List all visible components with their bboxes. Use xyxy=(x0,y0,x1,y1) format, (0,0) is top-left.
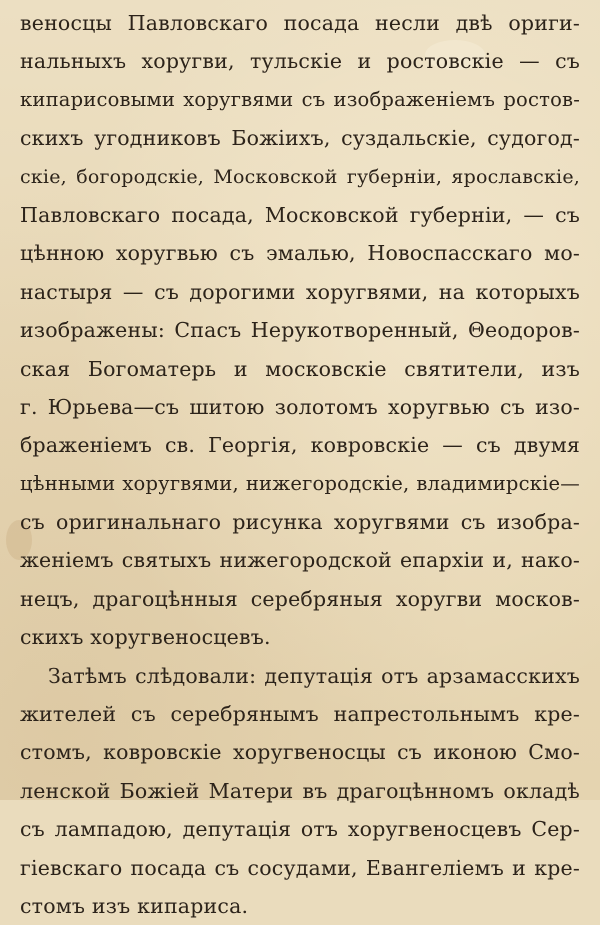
text-line: Павловскаго посада, Московской губерніи, — съ xyxy=(20,202,580,227)
text-line: цѣнными хоругвями, нижегородскіе, владимирскіе— xyxy=(20,471,580,495)
text-line: ленской Божіей Матери въ драгоцѣнномъ окладѣ xyxy=(20,778,580,803)
text-line: скихъ хоругвеносцевъ. xyxy=(20,625,271,650)
body-text xyxy=(20,4,580,925)
text-line: женіемъ святыхъ нижегородской епархіи и, нако- xyxy=(20,548,580,573)
text-line: съ оригинальнаго рисунка хоругвями съ изобра- xyxy=(20,510,580,535)
paragraph-2 xyxy=(20,657,580,925)
text-line: настыря — съ дорогими хоругвями, на которыхъ xyxy=(20,279,580,304)
text-line: нецъ, драгоцѣнныя серебряныя хоругви москов- xyxy=(20,586,580,611)
text-line: стомъ изъ кипариса. xyxy=(20,893,249,918)
text-line: нальныхъ хоругви, тульскіе и ростовскіе — съ xyxy=(20,49,580,74)
text-line: цѣнною хоругвью съ эмалью, Новоспасскаго мо- xyxy=(20,241,580,266)
text-line: скихъ угодниковъ Божіихъ, суздальскіе, судогод- xyxy=(20,126,580,151)
text-line: кипарисовыми хоругвями съ изображенiемъ ростов- xyxy=(20,87,580,111)
text-line: жителей съ серебрянымъ напрестольнымъ кре- xyxy=(20,702,580,727)
text-line: стомъ, ковровскіе хоругвеносцы съ иконою Смо- xyxy=(20,740,580,765)
text-line: скіе, богородскіе, Московской губерніи, ярославскіе, xyxy=(20,165,580,188)
text-line: ская Богоматерь и московскіе святители, изъ xyxy=(20,356,580,381)
text-line: съ лампадою, депутація отъ хоругвеносцевъ Сер- xyxy=(20,817,580,842)
paragraph-1 xyxy=(20,4,580,657)
text-line: изображены: Спасъ Нерукотворенный, Θеодоров- xyxy=(20,318,580,343)
text-line: гіевскаго посада съ сосудами, Евангеліемъ и кре- xyxy=(20,855,580,880)
text-line: Затѣмъ слѣдовали: депутація отъ арзамасскихъ xyxy=(48,663,580,688)
text-line: г. Юрьева—съ шитою золотомъ хоругвью съ изо- xyxy=(20,394,580,419)
text-line: браженіемъ св. Георгія, ковровскіе — съ двумя xyxy=(20,433,580,458)
text-line: веносцы Павловскаго посада несли двѣ ориги- xyxy=(20,11,580,35)
